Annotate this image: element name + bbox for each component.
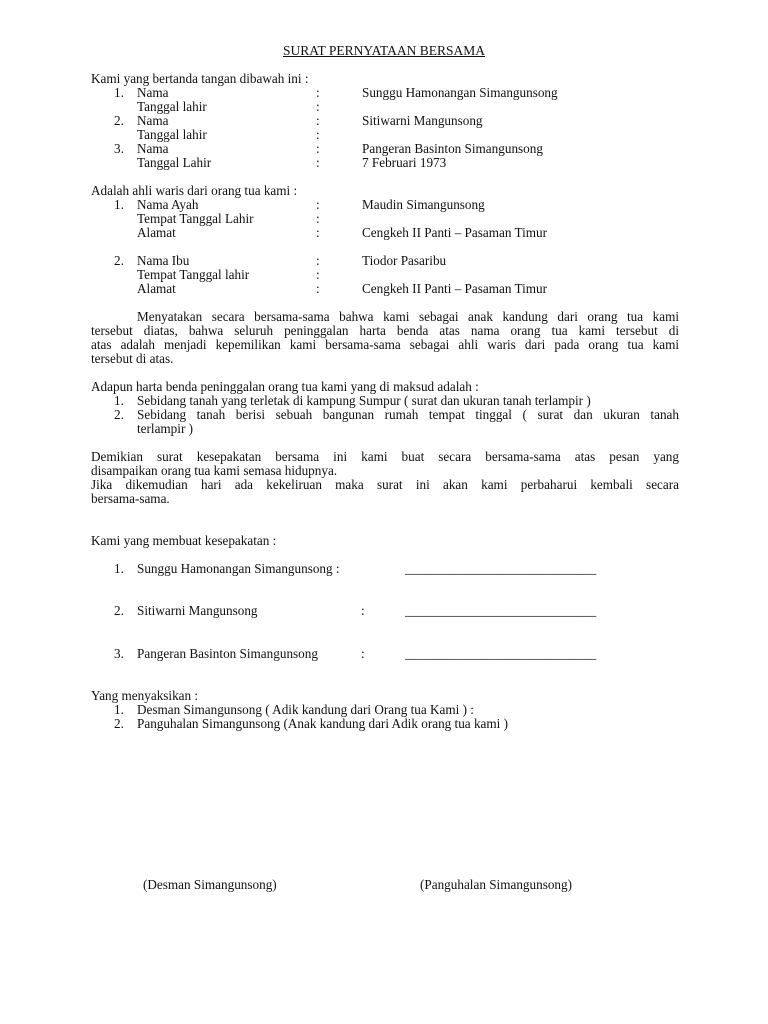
- person-2-name-label: Nama: [137, 113, 169, 128]
- signers-intro: Kami yang membuat kesepakatan :: [91, 533, 277, 548]
- colon: :: [316, 127, 320, 142]
- person-2-date-label: Tanggal lahir: [137, 127, 207, 142]
- signer-3-number: 3.: [114, 646, 124, 661]
- colon: :: [316, 281, 320, 296]
- asset-1-number: 1.: [114, 393, 124, 408]
- person-3-name: Pangeran Basinton Simangunsong: [362, 141, 543, 156]
- mother-name: Tiodor Pasaribu: [362, 253, 447, 268]
- closing-line-4: bersama-sama.: [91, 491, 170, 506]
- father-number: 1.: [114, 197, 124, 212]
- colon: :: [316, 99, 320, 114]
- signer-2-name: Sitiwarni Mangunsong: [137, 603, 258, 618]
- person-1-number: 1.: [114, 85, 124, 100]
- closing-line-2: disampaikan orang tua kami semasa hidupnya.: [91, 463, 338, 478]
- person-2-name: Sitiwarni Mangunsong: [362, 113, 483, 128]
- signer-3-name: Pangeran Basinton Simangunsong: [137, 646, 318, 661]
- colon: :: [316, 211, 320, 226]
- colon: :: [316, 197, 320, 212]
- asset-2-text-cont: terlampir ): [137, 421, 194, 436]
- mother-number: 2.: [114, 253, 124, 268]
- mother-birth-label: Tempat Tanggal lahir: [137, 267, 250, 282]
- signer-1-name: Sunggu Hamonangan Simangunsong :: [137, 561, 340, 576]
- father-address-label: Alamat: [137, 225, 176, 240]
- statement-line-2: tersebut diatas, bahwa seluruh peninggalan harta benda atas nama orang tua kami tersebut di: [91, 323, 679, 338]
- statement-line-3: atas adalah menjadi kepemilikan kami bersama-sama sebagai ahli waris dari pada orang tua kami: [91, 337, 679, 352]
- colon: :: [316, 141, 320, 156]
- signer-3-colon: :: [361, 646, 365, 661]
- person-3-name-label: Nama: [137, 141, 169, 156]
- colon: :: [316, 267, 320, 282]
- colon: :: [316, 113, 320, 128]
- father-address: Cengkeh II Panti – Pasaman Timur: [362, 225, 547, 240]
- witness-1-signature-name: (Desman Simangunsong): [143, 877, 277, 892]
- asset-2-text: Sebidang tanah berisi sebuah bangunan rumah tempat tinggal ( surat dan ukuran tanah: [137, 407, 679, 422]
- statement-line-1: Menyatakan secara bersama-sama bahwa kami sebagai anak kandung dari orang tua kami: [137, 309, 679, 324]
- signer-1-number: 1.: [114, 561, 124, 576]
- colon: :: [316, 155, 320, 170]
- heirs-intro: Adalah ahli waris dari orang tua kami :: [91, 183, 298, 198]
- person-1-date-label: Tanggal lahir: [137, 99, 207, 114]
- colon: :: [316, 253, 320, 268]
- witness-2-signature-name: (Panguhalan Simangunsong): [420, 877, 573, 892]
- person-3-date: 7 Februari 1973: [362, 155, 447, 170]
- signer-2-number: 2.: [114, 603, 124, 618]
- father-name-label: Nama Ayah: [137, 197, 199, 212]
- assets-intro: Adapun harta benda peninggalan orang tua kami yang di maksud adalah :: [91, 379, 479, 394]
- witness-1-number: 1.: [114, 702, 124, 717]
- closing-line-1: Demikian surat kesepakatan bersama ini kami buat secara bersama-sama atas pesan yang: [91, 449, 679, 464]
- person-3-number: 3.: [114, 141, 124, 156]
- intro-text: Kami yang bertanda tangan dibawah ini :: [91, 71, 309, 86]
- witness-1-text: Desman Simangunsong ( Adik kandung dari Orang tua Kami ) :: [137, 702, 474, 717]
- asset-2-number: 2.: [114, 407, 124, 422]
- signer-3-signature-line: _____________________________: [405, 646, 597, 661]
- person-1-name-label: Nama: [137, 85, 169, 100]
- colon: :: [316, 225, 320, 240]
- mother-address: Cengkeh II Panti – Pasaman Timur: [362, 281, 547, 296]
- signer-1-signature-line: _____________________________: [405, 561, 597, 576]
- signer-2-signature-line: _____________________________: [405, 603, 597, 618]
- person-2-number: 2.: [114, 113, 124, 128]
- father-name: Maudin Simangunsong: [362, 197, 485, 212]
- mother-name-label: Nama Ibu: [137, 253, 190, 268]
- father-birth-label: Tempat Tanggal Lahir: [137, 211, 254, 226]
- colon: :: [316, 85, 320, 100]
- person-3-date-label: Tanggal Lahir: [137, 155, 212, 170]
- signer-2-colon: :: [361, 603, 365, 618]
- statement-line-4: tersebut di atas.: [91, 351, 174, 366]
- asset-1-text: Sebidang tanah yang terletak di kampung Sumpur ( surat dan ukuran tanah terlampir ): [137, 393, 591, 408]
- closing-line-3: Jika dikemudian hari ada kekeliruan maka surat ini akan kami perbaharui kembali secara: [91, 477, 679, 492]
- document-title: SURAT PERNYATAAN BERSAMA: [283, 43, 485, 58]
- mother-address-label: Alamat: [137, 281, 176, 296]
- witness-2-number: 2.: [114, 716, 124, 731]
- person-1-name: Sunggu Hamonangan Simangunsong: [362, 85, 558, 100]
- witness-2-text: Panguhalan Simangunsong (Anak kandung dari Adik orang tua kami ): [137, 716, 509, 731]
- witness-intro: Yang menyaksikan :: [91, 688, 199, 703]
